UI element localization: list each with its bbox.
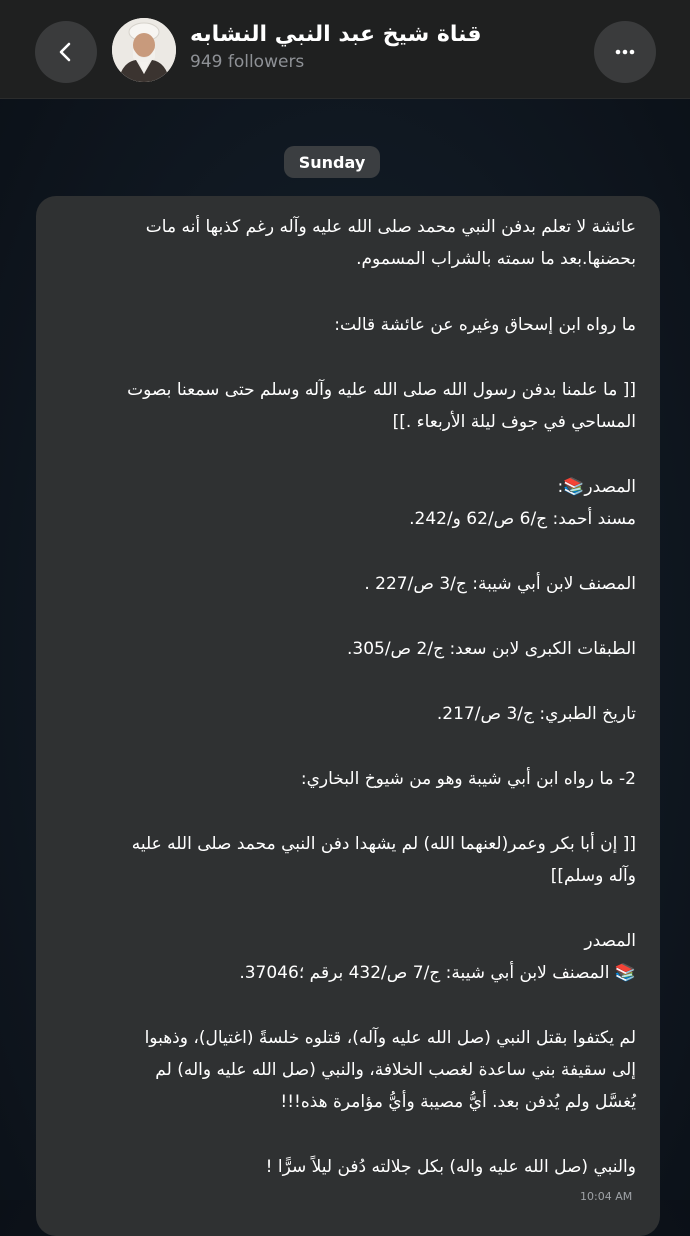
source-text: المصنف لابن أبي شيبة: ج/7 ص/432 برقم ؛37046. <box>239 963 610 983</box>
message-line: عائشة لا تعلم بدفن النبي محمد صلى الله عليه وآله رغم كذبها أنه مات <box>145 217 636 237</box>
message-line: المساحي في جوف ليلة الأربعاء .]] <box>392 412 636 432</box>
message-line: إلى سقيفة بني ساعدة لغصب الخلافة، والنبي (صل الله عليه واله) لم <box>155 1060 636 1080</box>
source-line <box>36 957 636 989</box>
followers-count: 949 followers <box>190 52 305 72</box>
channel-title: قناة شيخ عبد النبي النشابه <box>190 22 482 47</box>
message-line: والنبي (صل الله عليه واله) بكل جلالته دُفن ليلاً سرًّا ! <box>265 1157 636 1177</box>
books-icon: 📚 <box>614 963 636 983</box>
chevron-left-icon <box>54 40 78 64</box>
books-icon: 📚 <box>563 477 585 497</box>
message-timestamp: 10:04 AM <box>580 1190 633 1203</box>
message-line: بحضنها.بعد ما سمته بالشراب المسموم. <box>356 249 636 269</box>
source-label: المصدر <box>584 477 636 497</box>
message-line: لم يكتفوا بقتل النبي (صل الله عليه وآله)، قتلوه خلسةً (اغتيال)، وذهبوا <box>144 1028 636 1048</box>
message-line: وآله وسلم]] <box>550 866 636 886</box>
colon-label: : <box>557 477 564 497</box>
message-bubble[interactable] <box>36 196 660 1236</box>
message-line: المصنف لابن أبي شيبة: ج/3 ص/227 . <box>364 574 636 594</box>
back-button[interactable] <box>35 21 97 83</box>
message-line: [[ إن أبا بكر وعمر(لعنهما الله) لم يشهدا دفن النبي محمد صلى الله عليه <box>131 834 636 854</box>
message-line: الطبقات الكبرى لابن سعد: ج/2 ص/305. <box>346 639 636 659</box>
message-line: يُغسَّل ولم يُدفن بعد. أيُّ مصيبة وأيُّ مؤامرة هذه!!! <box>280 1092 636 1112</box>
channel-avatar[interactable] <box>112 18 176 82</box>
date-divider: Sunday <box>284 146 380 178</box>
more-dots-icon <box>613 40 637 64</box>
message-line: تاريخ الطبري: ج/3 ص/217. <box>436 704 636 724</box>
channel-header <box>0 0 690 99</box>
source-heading <box>36 471 636 503</box>
message-line: 2- ما رواه ابن أبي شيبة وهو من شيوخ البخاري: <box>300 769 636 789</box>
more-options-button[interactable] <box>594 21 656 83</box>
message-line: المصدر <box>584 931 636 951</box>
message-line: [[ ما علمنا بدفن رسول الله صلى الله عليه وآله وسلم حتى سمعنا بصوت <box>127 380 636 400</box>
message-line: ما رواه ابن إسحاق وغيره عن عائشة قالت: <box>334 315 636 335</box>
message-line: مسند أحمد: ج/6 ص/62 و/242. <box>409 509 636 529</box>
